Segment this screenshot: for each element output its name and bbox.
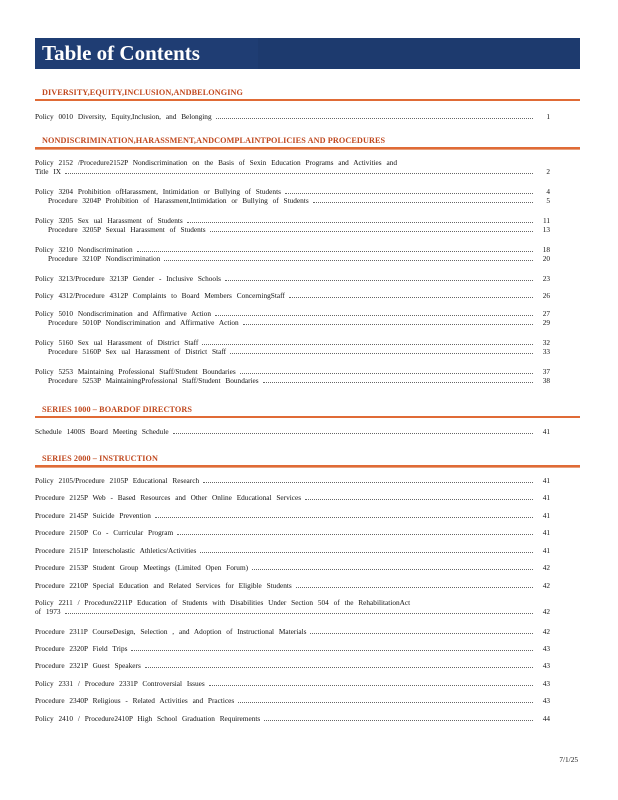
dot-leader <box>263 381 533 383</box>
toc-page-number: 43 <box>542 679 550 688</box>
toc-entry-line <box>35 511 550 520</box>
dot-leader <box>65 612 534 614</box>
toc-page-number: 42 <box>542 607 550 616</box>
toc-entry-line <box>35 338 550 347</box>
toc-entry-line <box>35 627 550 636</box>
toc-entry-title: Title IX <box>35 167 62 176</box>
dot-leader <box>310 632 533 634</box>
toc-page-number: 41 <box>542 427 550 436</box>
dot-leader <box>202 343 533 345</box>
toc-entry[interactable] <box>35 338 550 356</box>
toc-entry[interactable] <box>35 661 550 670</box>
toc-page-number: 23 <box>542 274 550 283</box>
toc-entry-title: Procedure 3204P Prohibition of Harassment,Intimidation or Bullying of Students <box>48 196 309 205</box>
toc-entry-line <box>35 528 550 537</box>
toc-page-number: 42 <box>542 627 550 636</box>
toc-entry-title: Policy 2211 / Procedure2211P Education of Students with Disabilities Under Section 504 of the RehabilitationAct <box>35 598 411 607</box>
toc-entry-line <box>35 476 550 485</box>
toc-entry-title: Procedure 2151P Interscholastic Athletics/Activities <box>35 546 197 555</box>
toc-page-number: 2 <box>546 167 550 176</box>
toc-entry-title: Policy 0010 Diversity, Equity,Inclusion, and Belonging <box>35 112 212 121</box>
toc-entry[interactable] <box>35 546 550 555</box>
toc-entry-title: Procedure 5010P Nondiscrimination and Affirmative Action <box>48 318 239 327</box>
section-heading-text: DIVERSITY,EQUITY,INCLUSION,ANDBELONGING <box>42 87 243 97</box>
toc-page-number: 33 <box>542 347 550 356</box>
toc-page-number: 1 <box>546 112 550 121</box>
title-bar <box>35 38 580 69</box>
dot-leader <box>285 192 533 194</box>
dot-leader <box>216 117 533 119</box>
toc-entry-line <box>35 196 550 205</box>
toc-entry-line <box>35 309 550 318</box>
dot-leader <box>296 586 533 588</box>
toc-entry-title: Procedure 5253P MaintainingProfessional Staff/Student Boundaries <box>48 376 259 385</box>
toc-entry[interactable] <box>35 309 550 327</box>
dot-leader <box>203 481 533 483</box>
dot-leader <box>209 684 533 686</box>
section-heading-text: NONDISCRIMINATION,HARASSMENT,ANDCOMPLAINTPOLICIES AND PROCEDURES <box>42 135 386 145</box>
toc-entry-title: Policy 2410 / Procedure2410P High School Graduation Requirements <box>35 714 261 723</box>
dot-leader <box>145 666 533 668</box>
toc-entry-title: Policy 2152 /Procedure2152P Nondiscrimination on the Basis of Sexin Education Programs and Activities and <box>35 158 397 167</box>
toc-entry-line <box>35 347 550 356</box>
toc-page-number: 41 <box>542 546 550 555</box>
toc-entry-line <box>35 493 550 502</box>
section-heading <box>35 403 580 415</box>
toc-page-number: 44 <box>542 714 550 723</box>
toc-entry-line <box>35 158 550 167</box>
section-heading <box>35 86 580 98</box>
section-rule-thin <box>35 467 580 468</box>
toc-entry-title: Procedure 2210P Special Education and Related Services for Eligible Students <box>35 581 292 590</box>
toc-page-number: 11 <box>542 216 550 225</box>
toc-entry-title: Procedure 2340P Religious - Related Activities and Practices <box>35 696 235 705</box>
toc-entry[interactable] <box>35 581 550 590</box>
toc-entry[interactable] <box>35 216 550 234</box>
toc-page-number: 29 <box>542 318 550 327</box>
toc-entry-line <box>35 607 550 616</box>
toc-entry-line <box>35 546 550 555</box>
dot-leader <box>230 352 533 354</box>
dot-leader <box>164 259 533 261</box>
toc-entry-line <box>35 661 550 670</box>
toc-entry-line <box>35 427 550 436</box>
footer-date: 7/1/25 <box>559 755 578 764</box>
toc-page-number: 41 <box>542 476 550 485</box>
toc-entry-title: of 1973 <box>35 607 61 616</box>
toc-entry-title: Policy 3210 Nondiscrimination <box>35 245 133 254</box>
toc-entry-title: Procedure 3205P Sexual Harassment of Students <box>48 225 206 234</box>
toc-entry-title: Procedure 2125P Web - Based Resources and Other Online Educational Services <box>35 493 302 502</box>
toc-entry-title: Procedure 2153P Student Group Meetings (Limited Open Forum) <box>35 563 249 572</box>
toc-entry-title: Procedure 2150P Co - Curricular Program <box>35 528 174 537</box>
toc-entry-line <box>35 291 550 300</box>
toc-page-number: 20 <box>542 254 550 263</box>
dot-leader <box>65 172 533 174</box>
toc-page-number: 43 <box>542 696 550 705</box>
dot-leader <box>238 701 533 703</box>
toc-entry[interactable] <box>35 427 550 436</box>
toc-entry-title: Policy 5160 Sex ual Harassment of District Staff <box>35 338 199 347</box>
dot-leader <box>240 372 533 374</box>
toc-entry-line <box>35 254 550 263</box>
toc-entry-title: Policy 3204 Prohibition ofHarassment, Intimidation or Bullying of Students <box>35 187 281 196</box>
toc-entry[interactable] <box>35 598 550 616</box>
toc-entry-title: Policy 5010 Nondiscrimination and Affirmative Action <box>35 309 211 318</box>
title-bar-shade <box>258 38 580 69</box>
toc-entry[interactable] <box>35 528 550 537</box>
toc-page-number: 13 <box>542 225 550 234</box>
toc-entry-line <box>35 598 550 607</box>
toc-page-number: 41 <box>542 511 550 520</box>
toc-page-number: 43 <box>542 661 550 670</box>
dot-leader <box>210 230 533 232</box>
toc-entry-line <box>35 714 550 723</box>
toc-entry-line <box>35 644 550 653</box>
dot-leader <box>155 516 533 518</box>
dot-leader <box>289 296 533 298</box>
toc-page-number: 41 <box>542 528 550 537</box>
dot-leader <box>252 568 533 570</box>
page-title: Table of Contents <box>42 41 200 65</box>
toc-entry-line <box>35 318 550 327</box>
dot-leader <box>305 498 533 500</box>
section-rule <box>35 99 580 101</box>
toc-entry-title: Policy 3205 Sex ual Harassment of Students <box>35 216 183 225</box>
toc-entry-title: Procedure 3210P Nondiscrimination <box>48 254 161 263</box>
toc-page-number: 32 <box>542 338 550 347</box>
toc-entry[interactable] <box>35 112 550 121</box>
toc-entry-line <box>35 367 550 376</box>
section-heading-text: SERIES 2000 – INSTRUCTION <box>42 453 159 463</box>
dot-leader <box>177 533 533 535</box>
toc-entry[interactable] <box>35 679 550 688</box>
toc-entry-line <box>35 696 550 705</box>
toc-page-number: 38 <box>542 376 550 385</box>
toc-entry[interactable] <box>35 187 550 205</box>
dot-leader <box>313 201 533 203</box>
dot-leader <box>215 314 533 316</box>
toc-entry[interactable] <box>35 696 550 705</box>
section-heading <box>35 452 580 464</box>
toc-entry-title: Procedure 2311P CourseDesign, Selection , and Adoption of Instructional Materials <box>35 627 307 636</box>
dot-leader <box>187 221 533 223</box>
toc-page-number: 5 <box>546 196 550 205</box>
dot-leader <box>131 649 533 651</box>
toc-entry-title: Policy 4312/Procedure 4312P Complaints to Board Members ConcerningStaff <box>35 291 285 300</box>
toc-entry[interactable] <box>35 511 550 520</box>
toc-page-number: 27 <box>542 309 550 318</box>
section-heading-text: SERIES 1000 – BOARDOF DIRECTORS <box>42 404 193 414</box>
dot-leader <box>200 551 533 553</box>
section-rule-thin <box>35 149 580 150</box>
toc-entry-title: Procedure 5160P Sex ual Harassment of District Staff <box>48 347 227 356</box>
toc-entry[interactable] <box>35 714 550 723</box>
toc-entry[interactable] <box>35 476 550 485</box>
toc-entry-title: Procedure 2145P Suicide Prevention <box>35 511 151 520</box>
toc-entry-line <box>35 581 550 590</box>
section-rule <box>35 416 580 418</box>
toc-entry-line <box>35 245 550 254</box>
toc-page-number: 37 <box>542 367 550 376</box>
toc-entry[interactable] <box>35 493 550 502</box>
toc-entry-line <box>35 679 550 688</box>
toc-page-number: 42 <box>542 581 550 590</box>
toc-entry-line <box>35 216 550 225</box>
toc-entry[interactable] <box>35 627 550 636</box>
toc-entry[interactable] <box>35 274 550 283</box>
toc-page-number: 41 <box>542 493 550 502</box>
toc-entry-title: Policy 3213/Procedure 3213P Gender - Inclusive Schools <box>35 274 221 283</box>
toc-entry[interactable] <box>35 291 550 300</box>
toc-entry-line <box>35 187 550 196</box>
toc-entry-line <box>35 563 550 572</box>
toc-page-number: 43 <box>542 644 550 653</box>
dot-leader <box>243 323 533 325</box>
section-heading <box>35 134 580 146</box>
toc-page-number: 26 <box>542 291 550 300</box>
dot-leader <box>137 250 533 252</box>
toc-entry-title: Schedule 1400S Board Meeting Schedule <box>35 427 169 436</box>
dot-leader <box>264 719 533 721</box>
toc-entry-line <box>35 167 550 176</box>
toc-entry-title: Policy 2331 / Procedure 2331P Controversial Issues <box>35 679 205 688</box>
toc-entry[interactable] <box>35 644 550 653</box>
toc-page-number: 18 <box>542 245 550 254</box>
toc-entry-line <box>35 225 550 234</box>
toc-entry[interactable] <box>35 563 550 572</box>
toc-entry-title: Policy 2105/Procedure 2105P Educational Research <box>35 476 200 485</box>
dot-leader <box>173 432 533 434</box>
toc-page-number: 4 <box>546 187 550 196</box>
toc-entry-line <box>35 112 550 121</box>
toc-entry[interactable] <box>35 367 550 385</box>
dot-leader <box>225 279 533 281</box>
toc-entry-line <box>35 376 550 385</box>
toc-page-number: 42 <box>542 563 550 572</box>
toc-entry[interactable] <box>35 245 550 263</box>
toc-entry[interactable] <box>35 158 550 176</box>
toc-entry-title: Procedure 2320P Field Trips <box>35 644 128 653</box>
toc-entry-title: Procedure 2321P Guest Speakers <box>35 661 141 670</box>
toc-entry-title: Policy 5253 Maintaining Professional Staff/Student Boundaries <box>35 367 236 376</box>
toc-entry-line <box>35 274 550 283</box>
